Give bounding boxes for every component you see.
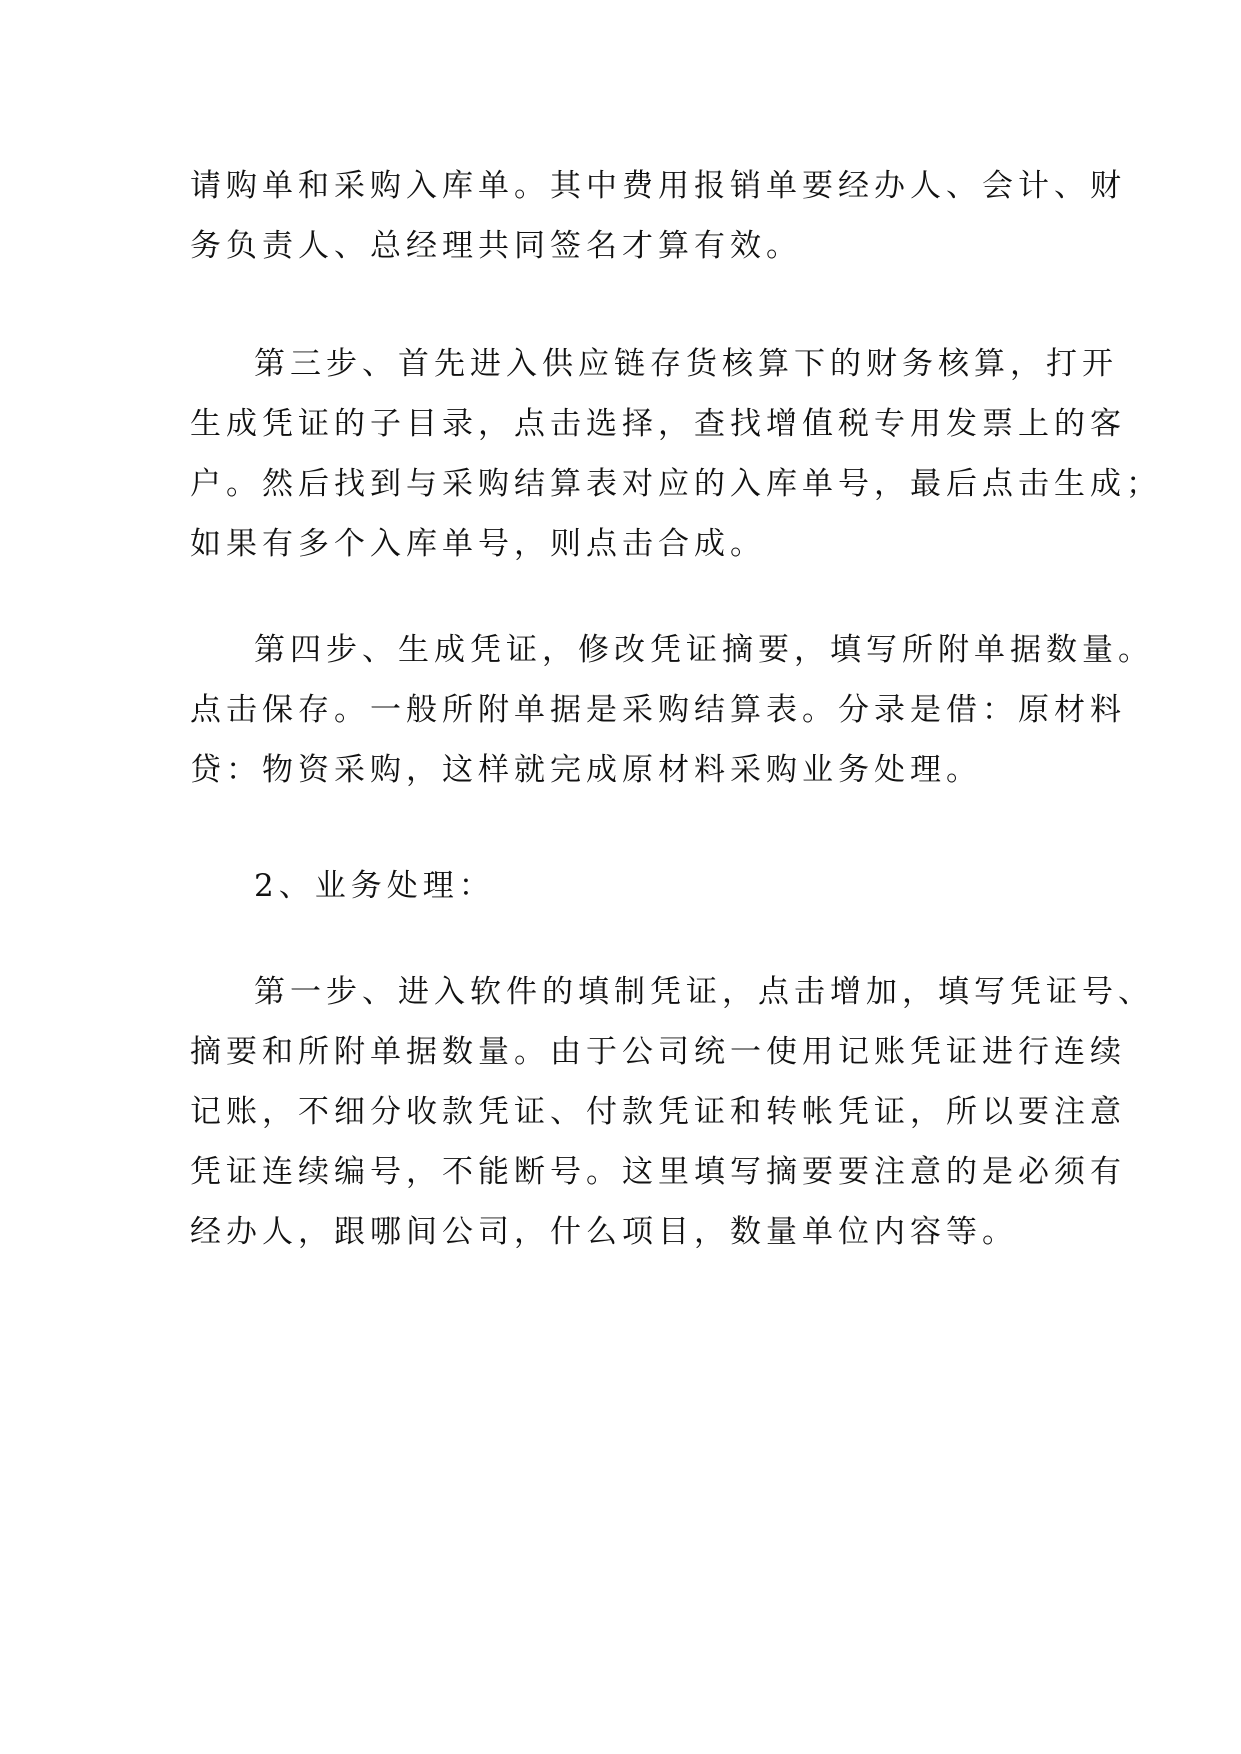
text-line: 摘要和所附单据数量。由于公司统一使用记账凭证进行连续 bbox=[190, 1034, 1126, 1070]
text-line: 户。然后找到与采购结算表对应的入库单号，最后点击生成； bbox=[190, 466, 1162, 502]
text-line: 生成凭证的子目录，点击选择，查找增值税专用发票上的客 bbox=[190, 406, 1126, 442]
text-line: 如果有多个入库单号，则点击合成。 bbox=[190, 526, 766, 562]
paragraph-step-four bbox=[190, 620, 1154, 800]
section-heading bbox=[190, 856, 1060, 916]
heading-line: 2、业务处理： bbox=[254, 868, 495, 904]
text-line: 请购单和采购入库单。其中费用报销单要经办人、会计、财 bbox=[190, 168, 1126, 204]
text-line: 点击保存。一般所附单据是采购结算表。分录是借：原材料 bbox=[190, 692, 1126, 728]
paragraph-step-one bbox=[190, 962, 1154, 1262]
text-line: 记账，不细分收款凭证、付款凭证和转帐凭证，所以要注意 bbox=[190, 1094, 1126, 1130]
text-line: 贷：物资采购，这样就完成原材料采购业务处理。 bbox=[190, 752, 982, 788]
paragraph-continuation bbox=[190, 156, 1126, 276]
paragraph-step-three bbox=[190, 334, 1162, 574]
text-line: 凭证连续编号，不能断号。这里填写摘要要注意的是必须有 bbox=[190, 1154, 1126, 1190]
text-line: 第四步、生成凭证，修改凭证摘要，填写所附单据数量。 bbox=[254, 632, 1154, 668]
text-line: 务负责人、总经理共同签名才算有效。 bbox=[190, 228, 802, 264]
text-line: 第一步、进入软件的填制凭证，点击增加，填写凭证号、 bbox=[254, 974, 1154, 1010]
text-line: 经办人，跟哪间公司，什么项目，数量单位内容等。 bbox=[190, 1214, 1018, 1250]
text-line: 第三步、首先进入供应链存货核算下的财务核算，打开 bbox=[254, 346, 1118, 382]
